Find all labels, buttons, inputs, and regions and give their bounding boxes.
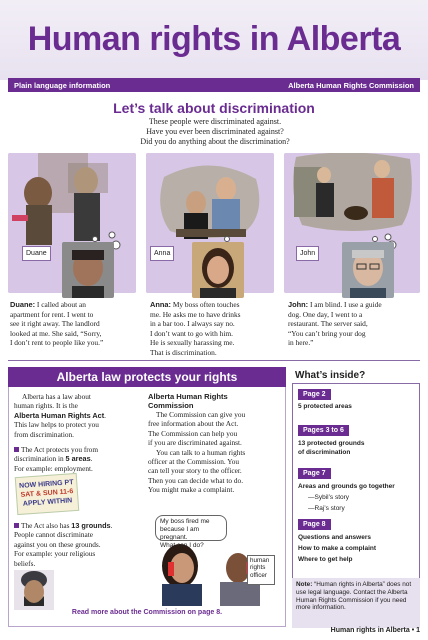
page-number: 1 [416, 627, 420, 634]
toc-item[interactable]: —Raj’s story [308, 505, 345, 512]
law-text-line: can tell your story to the officer. [148, 466, 242, 476]
john-quote [288, 300, 416, 348]
note-text: “Human rights in Alberta” does not use legal language. Contact the Alberta Human Rights Commission if you need more information. [296, 581, 412, 612]
law-text-line: The Commission can give you [156, 410, 246, 419]
page-title: Human rights in Alberta [27, 20, 401, 58]
toc-item-line: 13 protected grounds [298, 440, 365, 447]
quote-speaker: Anna: [150, 300, 171, 309]
speech-line: My boss fired me [160, 518, 210, 525]
toc-item[interactable]: Areas and grounds go together [298, 483, 395, 490]
toc-item[interactable]: How to make a complaint [298, 545, 377, 552]
speech-bubble [155, 515, 227, 549]
law-text-line: For example: employment. [14, 463, 93, 473]
bullet-square-icon [14, 523, 19, 528]
bullet-square-icon [14, 447, 19, 452]
pages-3-to-6-tag[interactable]: Pages 3 to 6 [298, 425, 349, 436]
quote-line: My boss often touches [172, 300, 240, 309]
law-text-punct: . [104, 410, 106, 420]
section-divider [8, 360, 420, 361]
anna-portrait [192, 242, 244, 298]
officer-label [247, 555, 275, 585]
quote-line: looked at me. She said, “Sorry, [10, 328, 102, 338]
intro-line: Have you ever been discriminated against? [146, 127, 284, 136]
duane-quote [10, 300, 138, 348]
thought-bubble-icon [224, 236, 230, 242]
read-more-link[interactable]: Read more about the Commission on page 8. [71, 609, 223, 616]
quote-line: in here.” [288, 338, 314, 347]
law-column-1-grounds [14, 521, 144, 568]
whats-inside-title: What’s inside? [292, 370, 368, 381]
quote-line: I don’t want to go with him. [150, 328, 234, 338]
page-footer [331, 627, 420, 634]
intro-line: Did you do anything about the discrimination? [140, 137, 290, 146]
anna-quote [150, 300, 278, 357]
thought-bubble-icon [92, 236, 98, 242]
footer-bullet: • [411, 627, 417, 634]
quote-line: “You can’t bring your dog [288, 328, 366, 338]
quote-speaker: Duane: [10, 300, 36, 309]
quote-line: restaurant. The server said, [288, 319, 368, 328]
law-text-line: from discrimination. [14, 429, 74, 439]
law-text-line: You can talk to a human rights [156, 447, 246, 457]
thought-bubble-icon [372, 236, 378, 242]
sign-line: APPLY WITHIN [22, 497, 73, 508]
commission-heading: Commission [148, 401, 194, 410]
quote-line: in a bar too. I always say no. [150, 319, 235, 328]
header-subbar [8, 78, 420, 92]
law-text-line: This law helps to protect you [14, 420, 99, 430]
law-text-line: People cannot discriminate [14, 530, 94, 540]
toc-item[interactable]: Where to get help [298, 556, 353, 563]
law-text-line: human rights. It is the [14, 401, 78, 411]
law-text-line: The Commission can help you [148, 428, 238, 438]
law-text-line: officer at the Commission. You [148, 457, 240, 467]
law-column-2 [148, 392, 282, 495]
page-7-tag[interactable]: Page 7 [298, 468, 331, 479]
law-text-line: The Act protects you from [21, 445, 99, 455]
speech-line: because I am pregnant. [160, 526, 200, 541]
law-text-line: free information about the Act. [148, 419, 239, 429]
officer-label-line: officer [250, 571, 268, 579]
now-hiring-sign [15, 473, 79, 515]
law-text-line: discrimination in [14, 454, 66, 464]
page-8-tag[interactable]: Page 8 [298, 519, 331, 530]
quote-line: He is sexually harassing me. [150, 338, 235, 347]
quote-line: I don’t rent to people like you.” [10, 338, 104, 347]
act-name: Alberta Human Rights Act [14, 410, 105, 420]
law-heading: Alberta law protects your rights [8, 367, 286, 387]
discrimination-heading: Let’s talk about discrimination [113, 100, 315, 116]
toc-item-line: of discrimination [298, 448, 351, 456]
law-text-line: beliefs. [14, 558, 36, 568]
intro-line: These people were discriminated against. [148, 117, 282, 126]
areas-count: 5 areas [65, 454, 91, 464]
law-text-line: You might make a complaint. [148, 485, 235, 495]
officer-label-line: rights [250, 564, 266, 572]
quote-line: That is discrimination. [150, 347, 217, 357]
duane-name-label: Duane [22, 246, 51, 261]
law-text-line: For example: your religious [14, 549, 96, 559]
quote-line: I am blind. I use a guide [309, 300, 382, 309]
law-text-line: The Act also has [21, 521, 72, 530]
quote-speaker: John: [288, 300, 309, 309]
toc-item[interactable]: Questions and answers [298, 534, 371, 541]
law-text-punct: . [110, 521, 113, 530]
page-2-tag[interactable]: Page 2 [298, 389, 331, 400]
quote-line: dog. One day, I went to a [288, 309, 363, 319]
intro-text [110, 117, 320, 147]
toc-item[interactable] [298, 440, 364, 457]
john-portrait [342, 242, 394, 298]
commission-heading: Alberta Human Rights [148, 392, 228, 401]
speech-line: What can I do? [160, 542, 204, 549]
commission-label: Alberta Human Rights Commission [288, 80, 414, 90]
quote-line: me. He asks me to have drinks [150, 309, 241, 319]
note-box [292, 578, 420, 628]
footer-title: Human rights in Alberta [330, 627, 410, 634]
sign-line: NOW HIRING PT [18, 479, 74, 490]
quote-line: apartment for rent. I went to [10, 309, 94, 319]
john-name-label: John [296, 246, 319, 261]
quote-line: I called about an [36, 300, 86, 309]
duane-portrait [62, 242, 114, 298]
grounds-count: 13 grounds [71, 521, 111, 530]
law-text-line: Then you can decide what to do. [148, 475, 244, 485]
anna-name-label: Anna [150, 246, 174, 261]
man-with-turban-photo [14, 570, 54, 610]
toc-item[interactable]: 5 protected areas [298, 403, 352, 410]
law-text-line: Alberta has a law about [22, 392, 91, 401]
law-text-line: against you on these grounds. [14, 539, 101, 549]
plain-language-label: Plain language information [14, 80, 111, 90]
law-column-1 [14, 392, 144, 473]
law-text-line: if you are discriminated against. [148, 438, 242, 448]
quote-line: see it right away. The landlord [10, 319, 100, 328]
officer-label-line: human [250, 557, 270, 564]
law-text-punct: . [90, 454, 93, 464]
sign-line: SAT & SUN 11-6 [20, 488, 74, 499]
note-label: Note: [296, 581, 313, 588]
toc-item[interactable]: —Sybil’s story [308, 494, 350, 501]
